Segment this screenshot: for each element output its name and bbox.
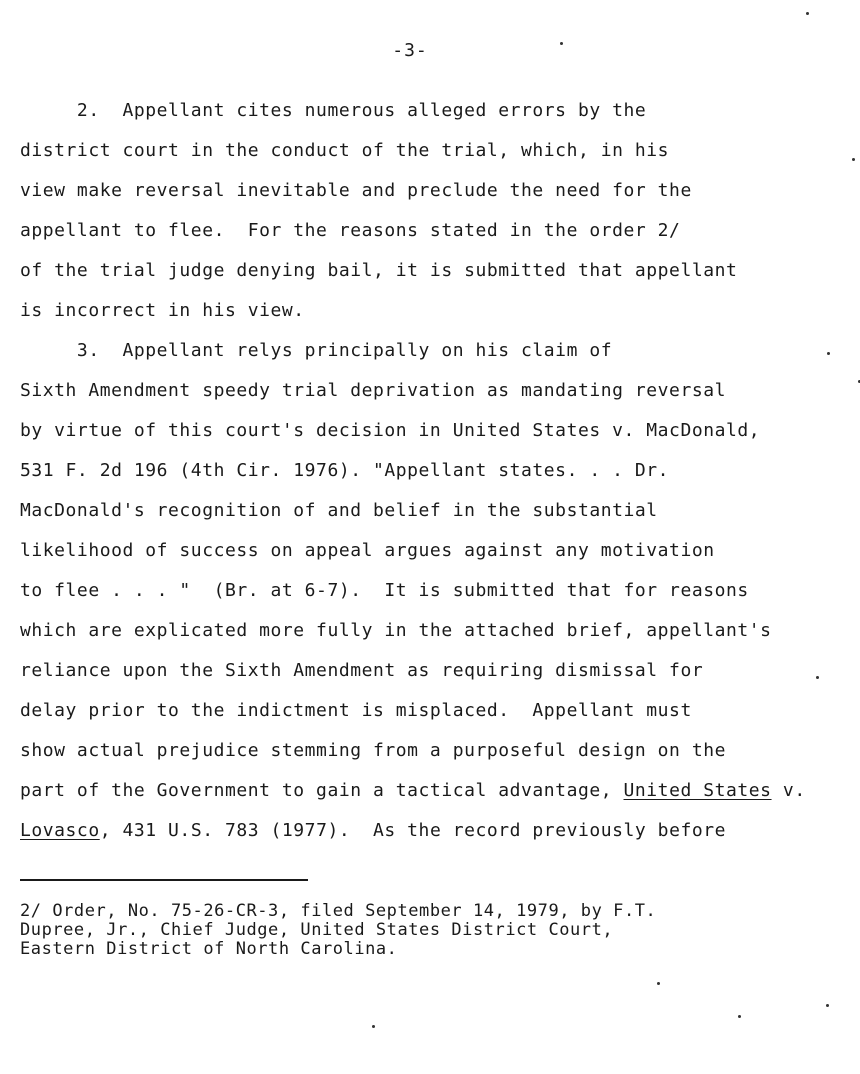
scan-speck xyxy=(826,1004,829,1007)
case-citation: United States xyxy=(623,780,772,801)
page-number: -3- xyxy=(392,40,428,61)
scan-speck xyxy=(852,158,855,161)
footnote xyxy=(20,902,860,959)
scan-speck xyxy=(738,1015,741,1018)
footnote-line: Eastern District of North Carolina. xyxy=(20,939,398,959)
scan-speck xyxy=(560,42,563,45)
text-line: view make reversal inevitable and preclude the need for the xyxy=(20,180,692,201)
text-line: Sixth Amendment speedy trial deprivation as mandating reversal xyxy=(20,380,726,401)
case-citation: Lovasco xyxy=(20,820,100,841)
text-line: is incorrect in his view. xyxy=(20,300,305,321)
text-line: show actual prejudice stemming from a purposeful design on the xyxy=(20,740,726,761)
text-line: to flee . . . " (Br. at 6-7). It is submitted that for reasons xyxy=(20,580,749,601)
text-line: MacDonald's recognition of and belief in the substantial xyxy=(20,500,658,521)
text-line: appellant to flee. For the reasons stated in the order 2/ xyxy=(20,220,681,241)
footnote-line: Dupree, Jr., Chief Judge, United States District Court, xyxy=(20,920,614,940)
scan-speck xyxy=(657,982,660,985)
text-line: 3. Appellant relys principally on his claim of xyxy=(20,340,613,361)
document-body xyxy=(20,95,860,855)
text-line: 531 F. 2d 196 (4th Cir. 1976). "Appellant states. . . Dr. xyxy=(20,460,670,481)
scan-speck xyxy=(827,352,830,355)
scan-speck xyxy=(806,12,809,15)
text-line: of the trial judge denying bail, it is submitted that appellant xyxy=(20,260,738,281)
text-segment: part of the Government to gain a tactical advantage, xyxy=(20,780,624,801)
text-line xyxy=(20,775,860,815)
text-line: likelihood of success on appeal argues against any motivation xyxy=(20,540,715,561)
scan-speck xyxy=(816,676,819,679)
footnote-divider xyxy=(20,879,308,881)
text-line: which are explicated more fully in the attached brief, appellant's xyxy=(20,620,772,641)
text-segment: v. xyxy=(771,780,806,801)
text-line: by virtue of this court's decision in United States v. MacDonald, xyxy=(20,420,761,441)
text-segment: , 431 U.S. 783 (1977). As the record previously before xyxy=(99,820,726,841)
text-line: district court in the conduct of the trial, which, in his xyxy=(20,140,670,161)
footnote-line: 2/ Order, No. 75-26-CR-3, filed September 14, 1979, by F.T. xyxy=(20,901,657,921)
text-line xyxy=(20,815,860,855)
text-line: 2. Appellant cites numerous alleged errors by the xyxy=(20,100,647,121)
text-line: delay prior to the indictment is misplaced. Appellant must xyxy=(20,700,692,721)
scan-speck xyxy=(372,1025,375,1028)
text-line: reliance upon the Sixth Amendment as requiring dismissal for xyxy=(20,660,704,681)
